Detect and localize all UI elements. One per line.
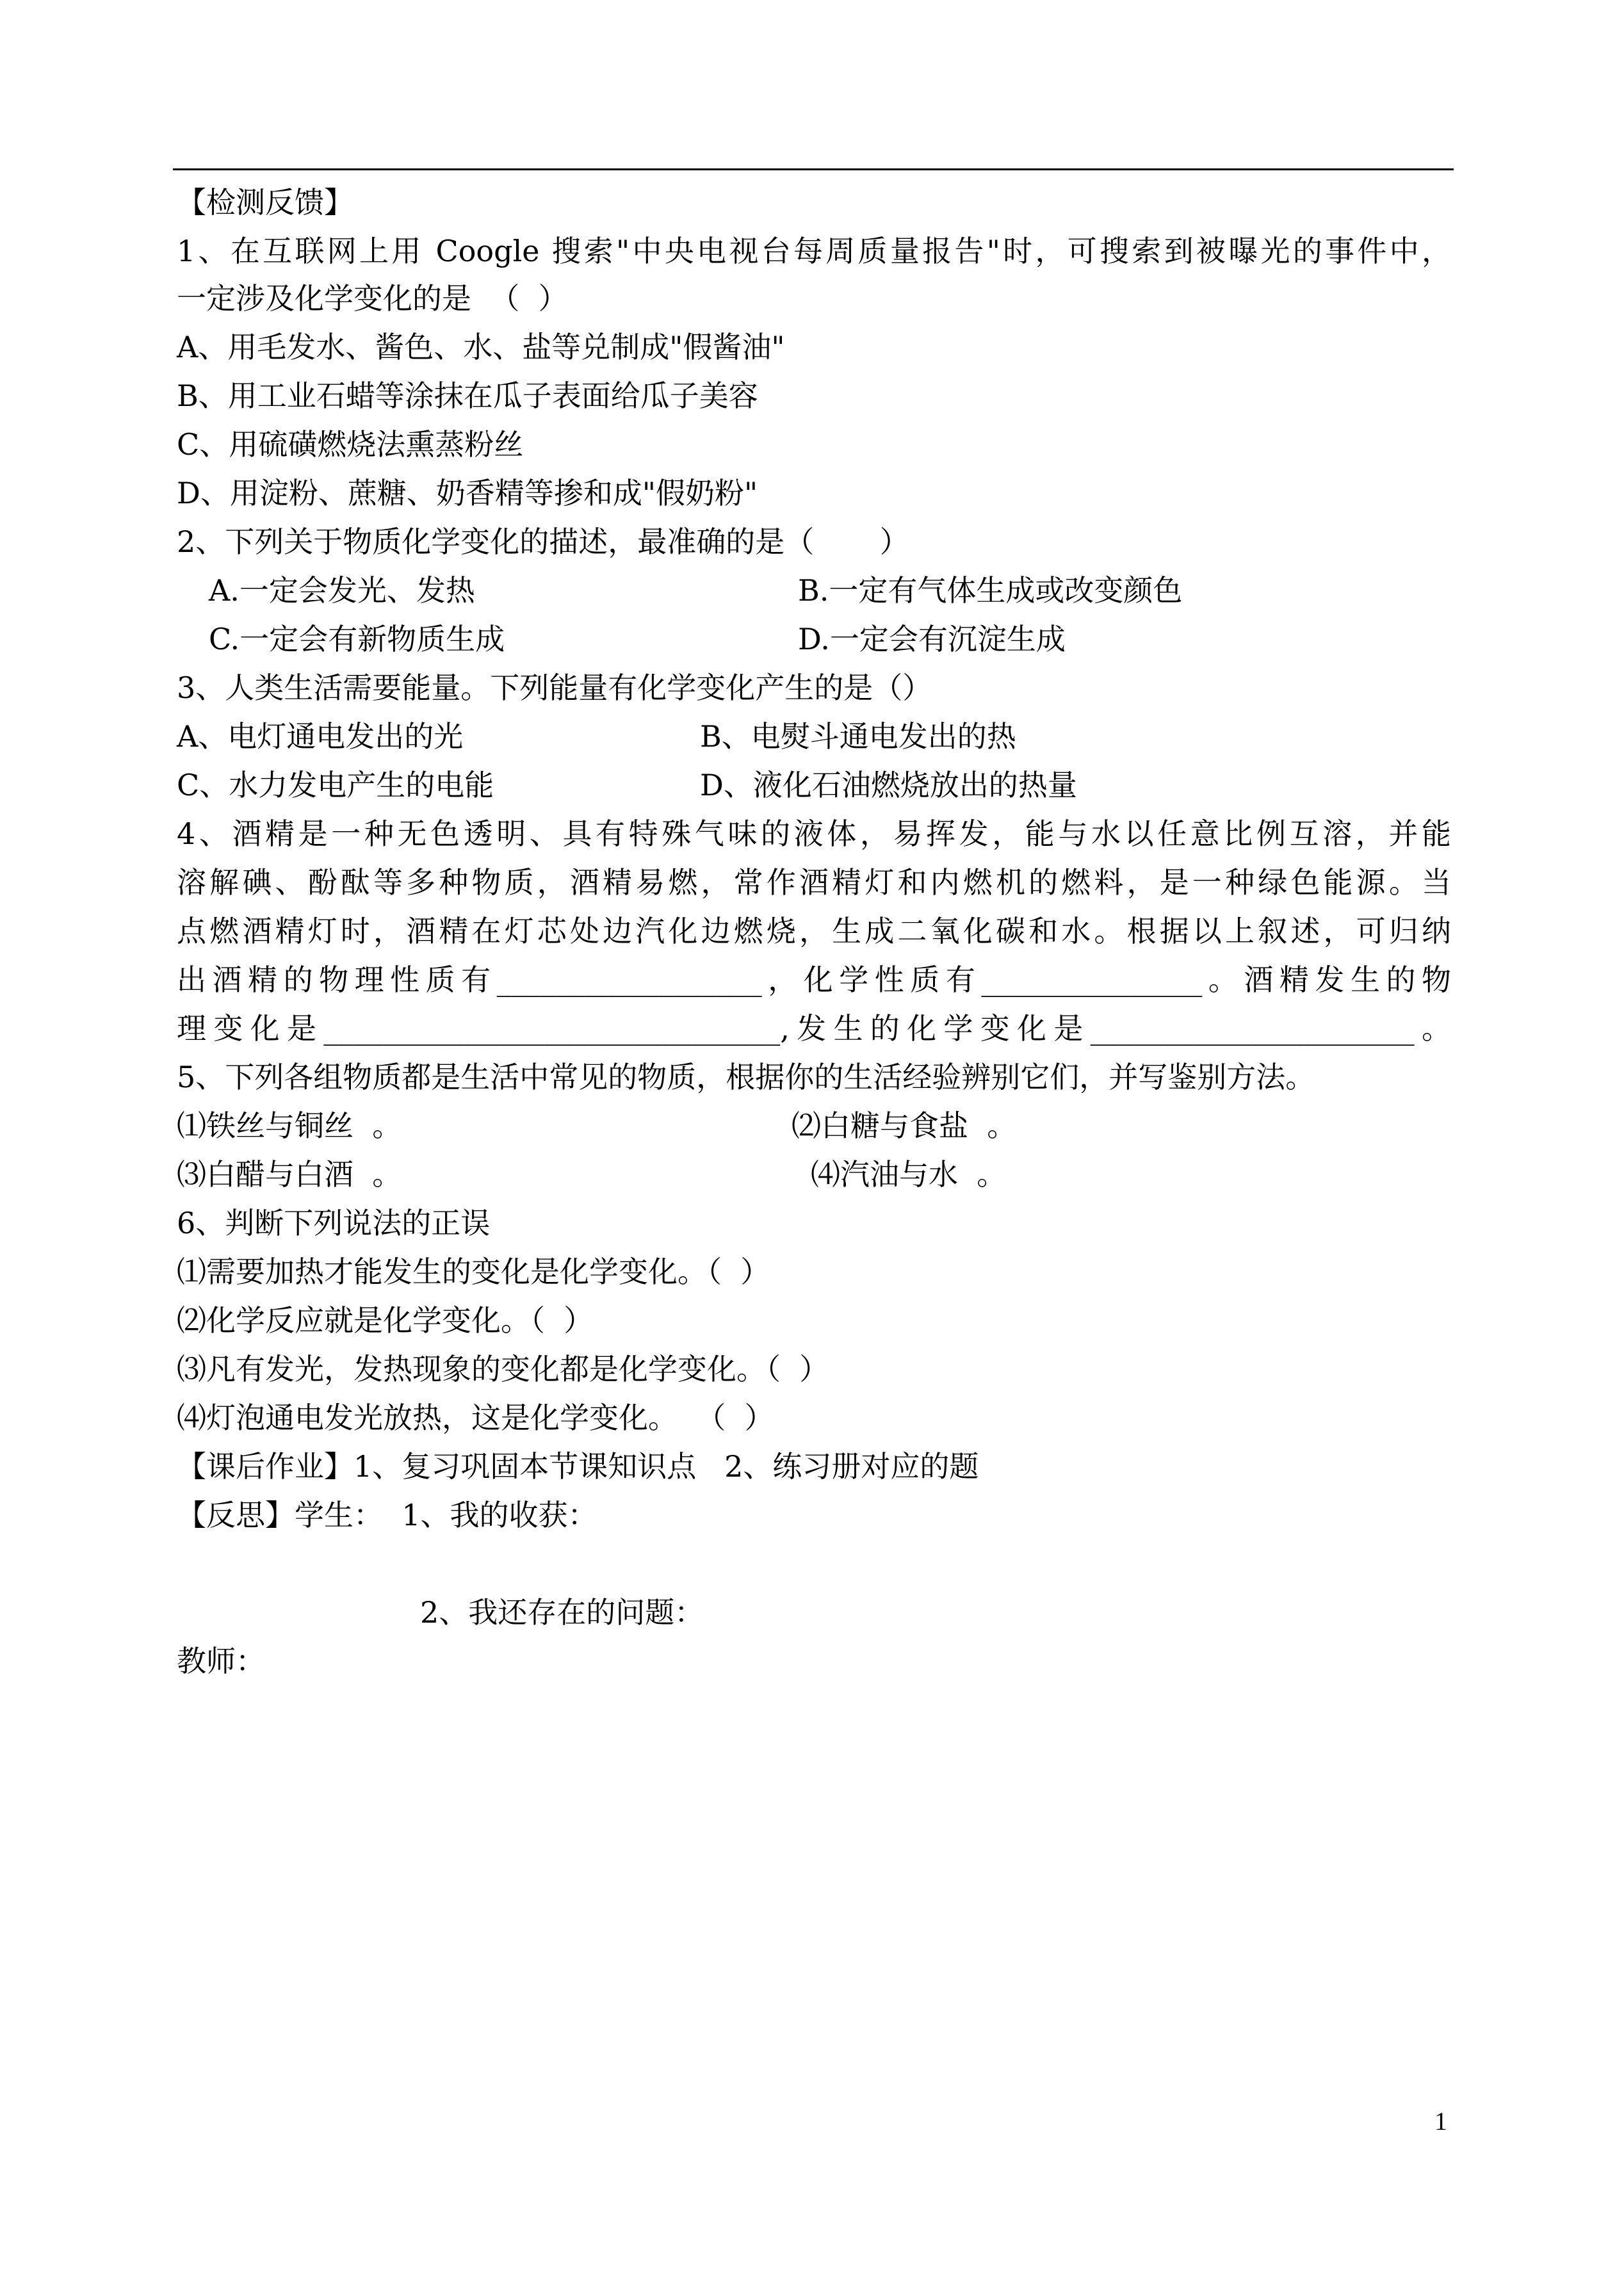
q4-line1: 4、酒精是一种无色透明、具有特殊气味的液体，易挥发，能与水以任意比例互溶，并能 xyxy=(177,816,1451,851)
q2-option-c: C.一定会有新物质生成 xyxy=(209,622,505,656)
q5-item-3: ⑶白醋与白酒 。 xyxy=(177,1157,402,1192)
reflection-problems: 2、我还存在的问题： xyxy=(420,1595,704,1630)
q1-line1: 1、在互联网上用 Coogle 搜索"中央电视台每周质量报告"时，可搜索到被曝光的事件中， xyxy=(177,234,1451,268)
q4-line4: 出酒精的物理性质有__________________，化学性质有_______________。酒精发生的物 xyxy=(177,962,1451,997)
page-number: 1 xyxy=(1434,2107,1447,2136)
q5-item-1: ⑴铁丝与铜丝 。 xyxy=(177,1108,402,1143)
q3-option-b: B、电熨斗通电发出的热 xyxy=(700,719,1016,754)
homework: 【课后作业】1、复习巩固本节课知识点 2、练习册对应的题 xyxy=(177,1449,979,1484)
q5-item-2: ⑵白糖与食盐 。 xyxy=(792,1108,1017,1143)
reflection-teacher: 教师： xyxy=(177,1644,265,1678)
q2-option-b: B.一定有气体生成或改变颜色 xyxy=(798,573,1183,608)
section-header: 【检测反馈】 xyxy=(177,185,353,220)
q1-option-d: D、用淀粉、蔗糖、奶香精等掺和成"假奶粉" xyxy=(177,476,758,510)
q6-item-1: ⑴需要加热才能发生的变化是化学变化。（ ） xyxy=(177,1254,770,1289)
q6-item-2: ⑵化学反应就是化学变化。（ ） xyxy=(177,1303,594,1338)
header-rule xyxy=(173,168,1454,170)
q1-option-c: C、用硫磺燃烧法熏蒸粉丝 xyxy=(177,427,524,462)
q5-stem: 5、下列各组物质都是生活中常见的物质，根据你的生活经验辨别它们，并写鉴别方法。 xyxy=(177,1060,1315,1094)
q3-option-c: C、水力发电产生的电能 xyxy=(177,768,494,802)
q2-option-a: A.一定会发光、发热 xyxy=(209,573,475,608)
q2-stem: 2、下列关于物质化学变化的描述，最准确的是（ ） xyxy=(177,524,909,559)
q2-option-d: D.一定会有沉淀生成 xyxy=(798,622,1066,656)
q6-item-3: ⑶凡有发光，发热现象的变化都是化学变化。（ ） xyxy=(177,1352,829,1386)
q3-stem: 3、人类生活需要能量。下列能量有化学变化产生的是（） xyxy=(177,670,932,705)
reflection-student: 【反思】学生： 1、我的收获： xyxy=(177,1498,597,1532)
q6-item-4: ⑷灯泡通电发光放热，这是化学变化。 （ ） xyxy=(177,1400,774,1435)
q6-stem: 6、判断下列说法的正误 xyxy=(177,1206,491,1240)
q4-line3: 点燃酒精灯时，酒精在灯芯处边汽化边燃烧，生成二氧化碳和水。根据以上叙述，可归纳 xyxy=(177,914,1451,948)
q1-line2: 一定涉及化学变化的是 （ ） xyxy=(177,281,568,316)
q1-option-b: B、用工业石蜡等涂抹在瓜子表面给瓜子美容 xyxy=(177,378,758,413)
q1-option-a: A、用毛发水、酱色、水、盐等兑制成"假酱油" xyxy=(177,330,785,364)
q4-line5: 理变化是_______________________________,发生的化学变化是______________________。 xyxy=(177,1011,1451,1046)
q5-item-4: ⑷汽油与水 。 xyxy=(811,1157,1007,1192)
q3-option-d: D、液化石油燃烧放出的热量 xyxy=(700,768,1077,802)
q4-line2: 溶解碘、酚酞等多种物质，酒精易燃，常作酒精灯和内燃机的燃料，是一种绿色能源。当 xyxy=(177,865,1451,900)
q3-option-a: A、电灯通电发出的光 xyxy=(177,719,464,754)
